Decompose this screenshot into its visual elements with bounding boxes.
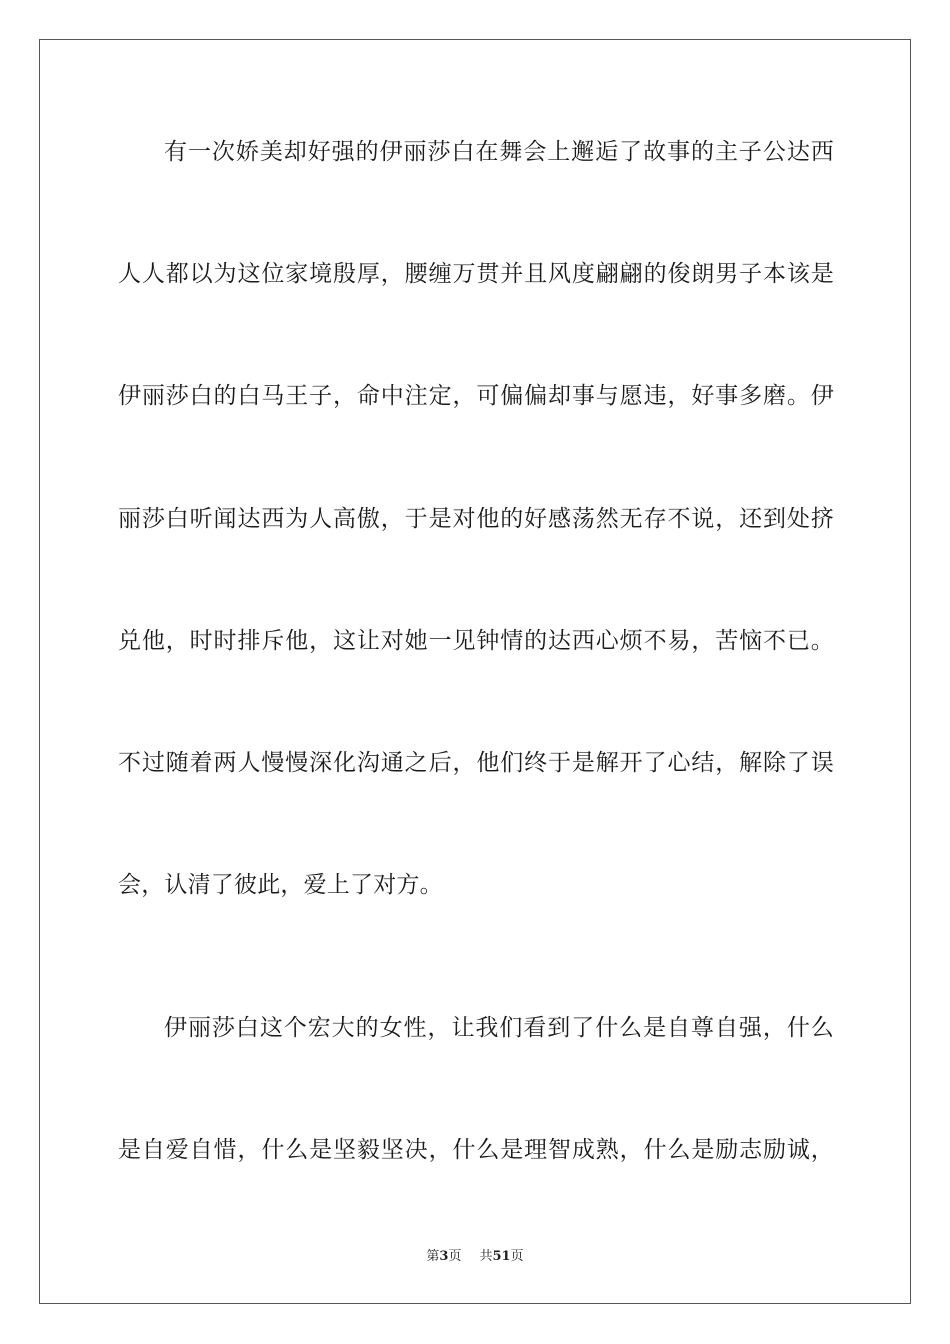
paragraph-line-5: 兑他，时时排斥他，这让对她一见钟情的达西心烦不易，苦恼不已。 xyxy=(118,628,834,654)
paragraph-line-4: 丽莎白听闻达西为人高傲，于是对他的好感荡然无存不说，还到处挤 xyxy=(118,506,834,532)
paragraph-line-1: 有一次娇美却好强的伊丽莎白在舞会上邂逅了故事的主子公达西 xyxy=(164,139,834,165)
page-border xyxy=(39,39,911,1304)
paragraph-line-2: 人人都以为这位家境殷厚，腰缠万贯并且风度翩翩的俊朗男子本该是 xyxy=(118,261,834,287)
page-current: 3 xyxy=(439,1249,449,1264)
total-unit: 页 xyxy=(510,1249,524,1264)
page-prefix: 第 xyxy=(426,1249,440,1264)
paragraph-line-8: 伊丽莎白这个宏大的女性，让我们看到了什么是自尊自强，什么 xyxy=(164,1015,834,1041)
page-unit: 页 xyxy=(448,1249,462,1264)
total-prefix: 共 xyxy=(479,1249,493,1264)
page-footer xyxy=(0,1248,950,1266)
page-total: 51 xyxy=(492,1249,511,1264)
paragraph-line-9: 是自爱自惜，什么是坚毅坚决，什么是理智成熟，什么是励志励诚， xyxy=(118,1137,834,1163)
paragraph-line-7: 会，认清了彼此，爱上了对方。 xyxy=(118,872,443,898)
paragraph-line-3: 伊丽莎白的白马王子，命中注定，可偏偏却事与愿违，好事多磨。伊 xyxy=(118,383,834,409)
paragraph-line-6: 不过随着两人慢慢深化沟通之后，他们终于是解开了心结，解除了误 xyxy=(118,750,834,776)
